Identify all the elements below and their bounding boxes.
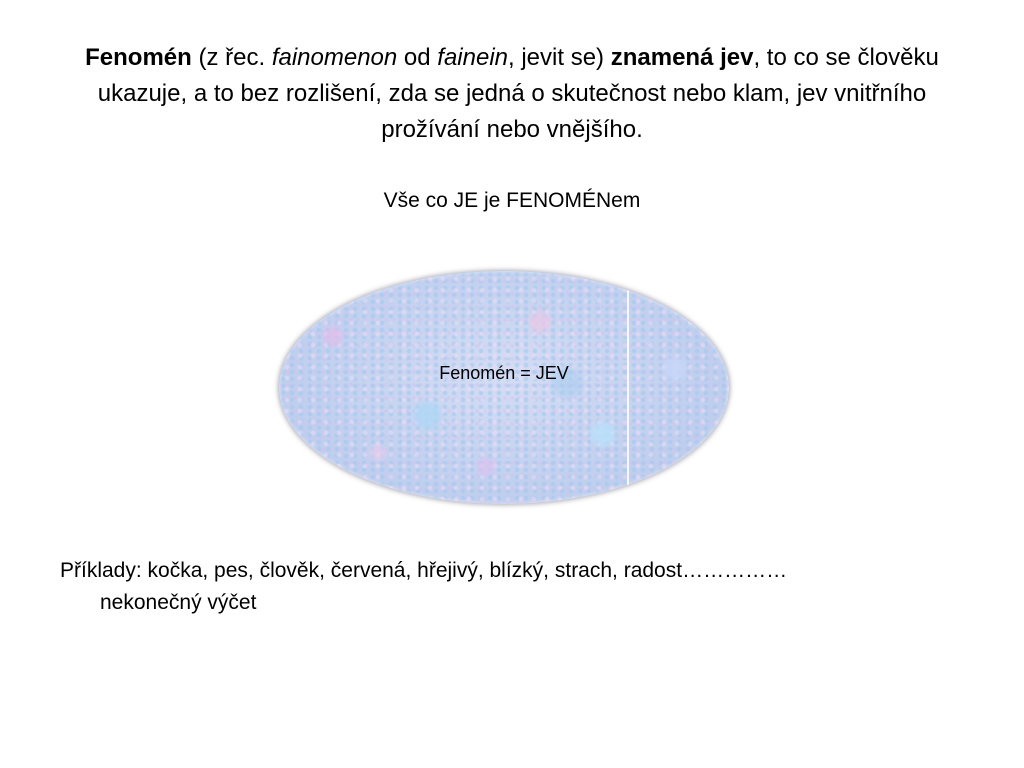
- term-fenomen: Fenomén: [85, 44, 192, 71]
- definition-text-part3: , jevit se): [508, 44, 611, 71]
- ellipse-seam-line: [627, 271, 629, 504]
- definition-paragraph: [48, 40, 976, 148]
- root-word-fainein: fainein: [437, 44, 509, 71]
- definition-text-part2: od: [397, 44, 438, 71]
- subtitle: Vše co JE je FENOMÉNem: [383, 189, 641, 212]
- fenomen-ellipse: [279, 271, 729, 504]
- emphasis-znamena-jev: znamená jev: [610, 44, 754, 71]
- greek-word-fainomenon: fainomenon: [271, 44, 398, 71]
- definition-text-part1: (z řec.: [191, 44, 272, 71]
- ellipse-label: Fenomén = JEV: [439, 363, 569, 383]
- definition-text-part4: , to co se člověku ukazuje, a to bez rozlišení, zda se jedná o skutečnost nebo klam, jev vnitřního prožívání nebo vnějšího.: [97, 44, 939, 143]
- examples-text: Příklady: kočka, pes, člověk, červená, hřejivý, blízký, strach, radost……………nekonečný výčet: [60, 559, 788, 614]
